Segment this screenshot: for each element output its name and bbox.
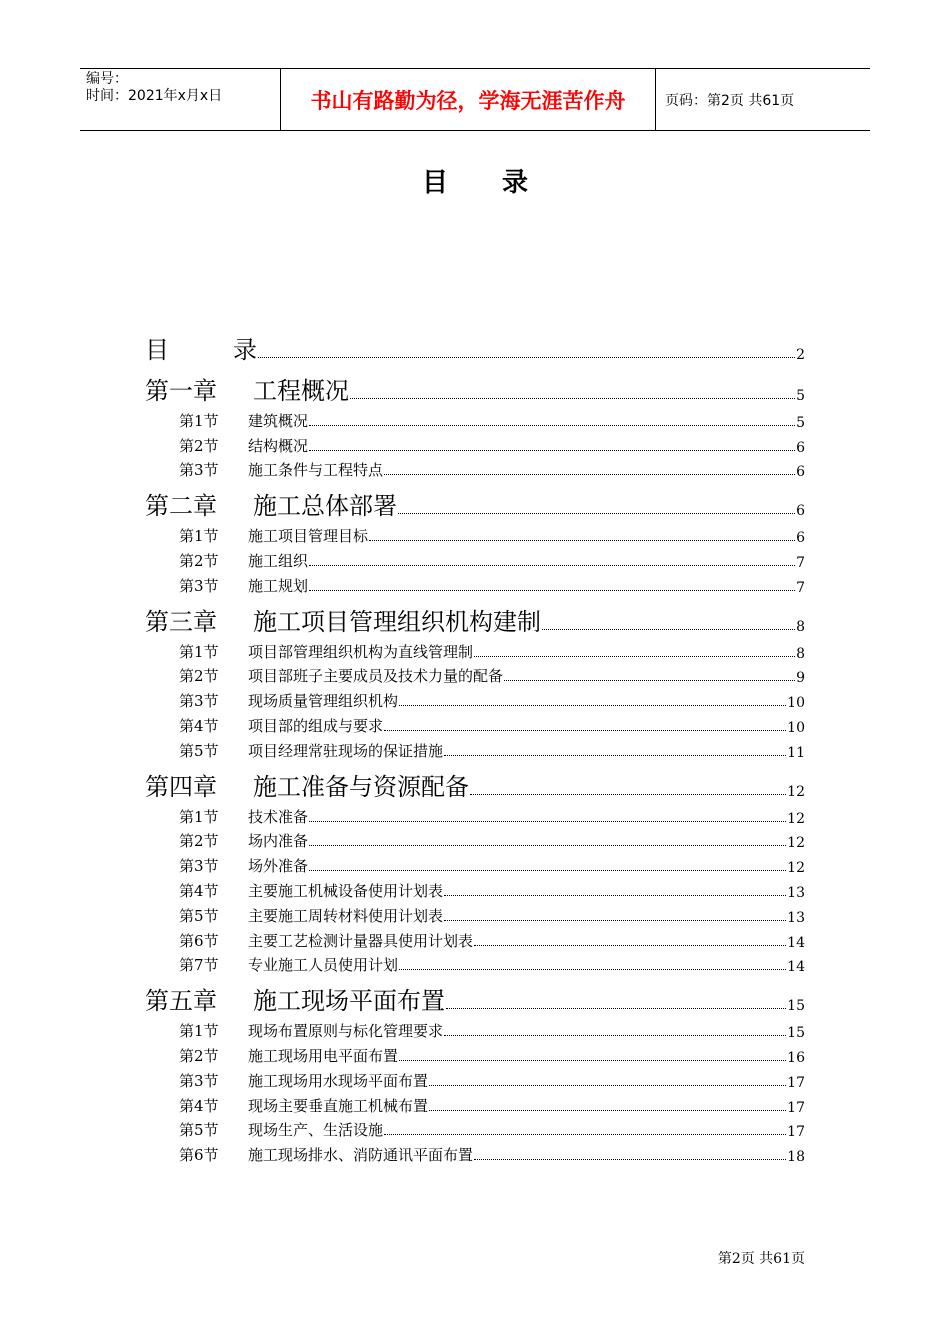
toc-page-number: 12 bbox=[787, 783, 805, 800]
toc-leader bbox=[542, 628, 795, 630]
toc-chapter-label bbox=[145, 371, 349, 406]
toc-section-label bbox=[179, 905, 443, 926]
toc-section-entry[interactable] bbox=[145, 662, 805, 687]
toc-page-number: 13 bbox=[787, 909, 805, 926]
toc-page-number: 12 bbox=[787, 810, 805, 827]
toc-page-number: 6 bbox=[796, 503, 805, 520]
toc-section-entry[interactable] bbox=[145, 711, 805, 736]
toc-page-number: 5 bbox=[796, 414, 805, 431]
toc-section-number: 第2节 bbox=[179, 667, 219, 686]
toc-section-title: 现场布置原则与标化管理要求 bbox=[248, 1022, 444, 1041]
toc-leader bbox=[309, 564, 795, 566]
toc-page-number: 9 bbox=[796, 670, 805, 687]
toc-leader bbox=[309, 424, 795, 426]
toc-section-entry[interactable] bbox=[145, 876, 805, 901]
toc-section-label bbox=[179, 715, 383, 736]
toc-section-label bbox=[179, 830, 308, 851]
toc-page-number: 10 bbox=[787, 695, 805, 712]
toc-section-entry[interactable] bbox=[145, 406, 805, 431]
toc-chapter-label bbox=[145, 486, 397, 521]
toc-leader bbox=[474, 655, 795, 657]
toc-section-label bbox=[179, 690, 398, 711]
toc-chapter-number: 第五章 bbox=[145, 987, 217, 1016]
toc-chapter-number: 第二章 bbox=[145, 492, 217, 521]
toc-section-number: 第2节 bbox=[179, 1046, 219, 1065]
toc-leader bbox=[399, 968, 786, 970]
toc-section-number: 第3节 bbox=[179, 461, 219, 480]
toc-section-title: 施工现场用水现场平面布置 bbox=[248, 1071, 429, 1090]
toc-section-title: 施工规划 bbox=[248, 576, 309, 595]
toc-chapter-title: 工程概况 bbox=[253, 377, 349, 405]
header-time: 时间：2021年x月x日 bbox=[86, 88, 223, 104]
toc-leader bbox=[446, 1007, 786, 1009]
toc-section-title: 项目部管理组织机构为直线管理制 bbox=[248, 642, 474, 661]
toc-leader bbox=[309, 820, 786, 822]
toc-section-label bbox=[179, 1045, 398, 1066]
toc-section-entry[interactable] bbox=[145, 686, 805, 711]
toc-chapter-title: 施工现场平面布置 bbox=[253, 987, 445, 1016]
toc-page-number: 16 bbox=[787, 1049, 805, 1066]
toc-section-label bbox=[179, 954, 398, 975]
toc-page-number: 15 bbox=[787, 998, 805, 1015]
toc-section-title: 技术准备 bbox=[248, 807, 309, 826]
toc-leader bbox=[350, 397, 795, 399]
toc-section-label bbox=[179, 575, 308, 596]
header-page-info: 页码：第2页 共61页 bbox=[665, 92, 795, 109]
toc-section-number: 第1节 bbox=[179, 642, 219, 661]
toc-section-number: 第2节 bbox=[179, 832, 219, 851]
toc-section-number: 第3节 bbox=[179, 1071, 219, 1090]
toc-section-number: 第1节 bbox=[179, 807, 219, 826]
toc-page-number: 12 bbox=[787, 860, 805, 877]
toc-leader bbox=[309, 589, 795, 591]
toc-section-label bbox=[179, 435, 308, 456]
toc-section-number: 第3节 bbox=[179, 692, 219, 711]
toc-page-number: 12 bbox=[787, 835, 805, 852]
toc-section-title: 场内准备 bbox=[248, 832, 309, 851]
toc-chapter-title: 施工准备与资源配备 bbox=[253, 772, 469, 801]
toc-section-title: 场外准备 bbox=[248, 857, 309, 876]
toc-section-label bbox=[179, 1020, 443, 1041]
toc-page-number: 6 bbox=[796, 464, 805, 481]
toc-section-entry[interactable] bbox=[145, 1091, 805, 1116]
toc-page-number: 6 bbox=[796, 530, 805, 547]
toc-section-number: 第1节 bbox=[179, 411, 219, 430]
header-motto: 书山有路勤为径，学海无涯苦作舟 bbox=[281, 69, 656, 130]
toc-leader bbox=[444, 919, 786, 921]
toc-page-number: 14 bbox=[787, 934, 805, 951]
toc-page-number: 17 bbox=[787, 1099, 805, 1116]
toc-chapter-title: 施工总体部署 bbox=[253, 492, 397, 521]
toc-section-number: 第2节 bbox=[179, 551, 219, 570]
toc-section-entry[interactable] bbox=[145, 827, 805, 852]
toc-leader bbox=[384, 473, 795, 475]
toc-leader bbox=[474, 1158, 786, 1160]
toc-section-number: 第3节 bbox=[179, 576, 219, 595]
toc-leader bbox=[309, 449, 795, 451]
toc-page-number: 7 bbox=[796, 579, 805, 596]
toc-leader bbox=[504, 679, 795, 681]
toc-leader bbox=[444, 894, 786, 896]
toc-page-number: 6 bbox=[796, 439, 805, 456]
toc-section-number: 第7节 bbox=[179, 956, 219, 975]
toc-page-number: 10 bbox=[787, 719, 805, 736]
table-of-contents bbox=[145, 324, 805, 1165]
toc-section-title: 专业施工人员使用计划 bbox=[248, 956, 399, 975]
toc-chapter-number: 第一章 bbox=[145, 377, 217, 405]
toc-chapter-title: 施工项目管理组织机构建制 bbox=[253, 607, 541, 636]
toc-section-entry[interactable] bbox=[145, 637, 805, 662]
toc-section-number: 第1节 bbox=[179, 1022, 219, 1041]
toc-section-number: 第6节 bbox=[179, 931, 219, 950]
toc-page-number: 2 bbox=[796, 347, 805, 363]
toc-leader bbox=[398, 512, 795, 514]
toc-section-entry[interactable] bbox=[145, 1041, 805, 1066]
toc-section-label bbox=[179, 1070, 428, 1091]
toc-section-title: 结构概况 bbox=[248, 436, 309, 455]
toc-section-label bbox=[179, 740, 443, 761]
toc-chapter-label bbox=[145, 602, 541, 637]
toc-section-title: 项目部班子主要成员及技术力量的配备 bbox=[248, 667, 504, 686]
toc-leader bbox=[470, 793, 786, 795]
toc-section-entry[interactable] bbox=[145, 851, 805, 876]
toc-section-entry[interactable] bbox=[145, 456, 805, 481]
toc-section-label bbox=[179, 459, 383, 480]
header-meta bbox=[80, 69, 281, 130]
toc-section-title: 建筑概况 bbox=[248, 411, 309, 430]
page-footer: 第2页 共61页 bbox=[717, 1251, 805, 1267]
toc-section-label bbox=[179, 1119, 383, 1140]
toc-section-title: 现场主要垂直施工机械布置 bbox=[248, 1096, 429, 1115]
toc-leader bbox=[258, 356, 795, 358]
toc-section-label bbox=[179, 806, 308, 827]
toc-chapter-number: 第三章 bbox=[145, 607, 217, 636]
toc-section-entry[interactable] bbox=[145, 926, 805, 951]
toc-section-label bbox=[179, 930, 473, 951]
header-number: 编号： bbox=[86, 71, 128, 87]
toc-section-title: 施工条件与工程特点 bbox=[248, 461, 384, 480]
toc-section-title: 项目部的组成与要求 bbox=[248, 716, 384, 735]
toc-page-number: 14 bbox=[787, 959, 805, 976]
toc-section-title: 施工项目管理目标 bbox=[248, 527, 369, 546]
toc-page-number: 13 bbox=[787, 884, 805, 901]
toc-section-title: 主要施工机械设备使用计划表 bbox=[248, 881, 444, 900]
toc-section-entry[interactable] bbox=[145, 431, 805, 456]
toc-mulu-label: 目录 bbox=[145, 336, 257, 364]
toc-leader bbox=[399, 1059, 786, 1061]
page-header bbox=[80, 68, 870, 131]
toc-section-label bbox=[179, 641, 473, 662]
toc-section-entry[interactable] bbox=[145, 521, 805, 546]
toc-chapter-label bbox=[145, 981, 445, 1016]
toc-page-number: 5 bbox=[796, 388, 805, 404]
toc-page-number: 7 bbox=[796, 554, 805, 571]
toc-section-title: 现场质量管理组织机构 bbox=[248, 692, 399, 711]
toc-section-label bbox=[179, 1095, 428, 1116]
toc-leader bbox=[429, 1084, 786, 1086]
toc-chapter-entry[interactable] bbox=[145, 365, 805, 406]
toc-chapter-entry[interactable] bbox=[145, 480, 805, 521]
toc-section-number: 第1节 bbox=[179, 527, 219, 546]
toc-leader bbox=[444, 1034, 786, 1036]
toc-page-number: 18 bbox=[787, 1149, 805, 1166]
toc-section-entry[interactable] bbox=[145, 951, 805, 976]
toc-section-entry[interactable] bbox=[145, 1066, 805, 1091]
toc-section-number: 第5节 bbox=[179, 1121, 219, 1140]
toc-section-entry[interactable] bbox=[145, 571, 805, 596]
toc-chapter-entry[interactable] bbox=[145, 761, 805, 802]
toc-section-number: 第2节 bbox=[179, 436, 219, 455]
toc-leader bbox=[369, 539, 795, 541]
toc-page-number: 8 bbox=[796, 618, 805, 635]
toc-section-label bbox=[179, 855, 308, 876]
toc-section-entry[interactable] bbox=[145, 1140, 805, 1165]
toc-leader bbox=[474, 944, 786, 946]
toc-leader bbox=[444, 754, 786, 756]
toc-page-number: 15 bbox=[787, 1025, 805, 1042]
toc-page-number: 17 bbox=[787, 1074, 805, 1091]
toc-leader bbox=[429, 1109, 786, 1111]
toc-section-number: 第5节 bbox=[179, 906, 219, 925]
toc-chapter-entry[interactable] bbox=[145, 596, 805, 637]
page-title: 目录 bbox=[421, 168, 582, 198]
toc-section-title: 施工组织 bbox=[248, 551, 309, 570]
toc-leader bbox=[309, 869, 786, 871]
toc-section-number: 第4节 bbox=[179, 881, 219, 900]
toc-section-title: 施工现场用电平面布置 bbox=[248, 1046, 399, 1065]
toc-section-number: 第3节 bbox=[179, 857, 219, 876]
toc-section-title: 施工现场排水、消防通讯平面布置 bbox=[248, 1146, 474, 1165]
toc-leader bbox=[399, 704, 786, 706]
toc-section-title: 主要施工周转材料使用计划表 bbox=[248, 906, 444, 925]
toc-chapter-label bbox=[145, 767, 469, 802]
toc-section-label bbox=[179, 525, 368, 546]
toc-section-entry[interactable] bbox=[145, 1116, 805, 1141]
toc-section-label bbox=[179, 550, 308, 571]
toc-page-number: 11 bbox=[787, 744, 805, 761]
toc-chapter-entry[interactable] bbox=[145, 975, 805, 1016]
toc-section-entry[interactable] bbox=[145, 736, 805, 761]
toc-section-number: 第6节 bbox=[179, 1146, 219, 1165]
toc-section-number: 第5节 bbox=[179, 741, 219, 760]
toc-section-title: 项目经理常驻现场的保证措施 bbox=[248, 741, 444, 760]
toc-chapter-number: 第四章 bbox=[145, 772, 217, 801]
toc-leader bbox=[384, 729, 786, 731]
toc-entry-mulu[interactable] bbox=[145, 324, 805, 365]
toc-section-label bbox=[179, 410, 308, 431]
toc-section-label bbox=[179, 1144, 473, 1165]
toc-section-title: 主要工艺检测计量器具使用计划表 bbox=[248, 931, 474, 950]
toc-section-entry[interactable] bbox=[145, 546, 805, 571]
toc-section-label bbox=[179, 665, 503, 686]
toc-leader bbox=[384, 1133, 786, 1135]
toc-section-entry[interactable] bbox=[145, 901, 805, 926]
toc-section-title: 现场生产、生活设施 bbox=[248, 1121, 384, 1140]
toc-leader bbox=[309, 844, 786, 846]
toc-page-number: 17 bbox=[787, 1124, 805, 1141]
toc-section-number: 第4节 bbox=[179, 716, 219, 735]
toc-section-label bbox=[179, 880, 443, 901]
toc-page-number: 8 bbox=[796, 645, 805, 662]
toc-section-entry[interactable] bbox=[145, 1016, 805, 1041]
toc-section-entry[interactable] bbox=[145, 802, 805, 827]
toc-section-number: 第4节 bbox=[179, 1096, 219, 1115]
